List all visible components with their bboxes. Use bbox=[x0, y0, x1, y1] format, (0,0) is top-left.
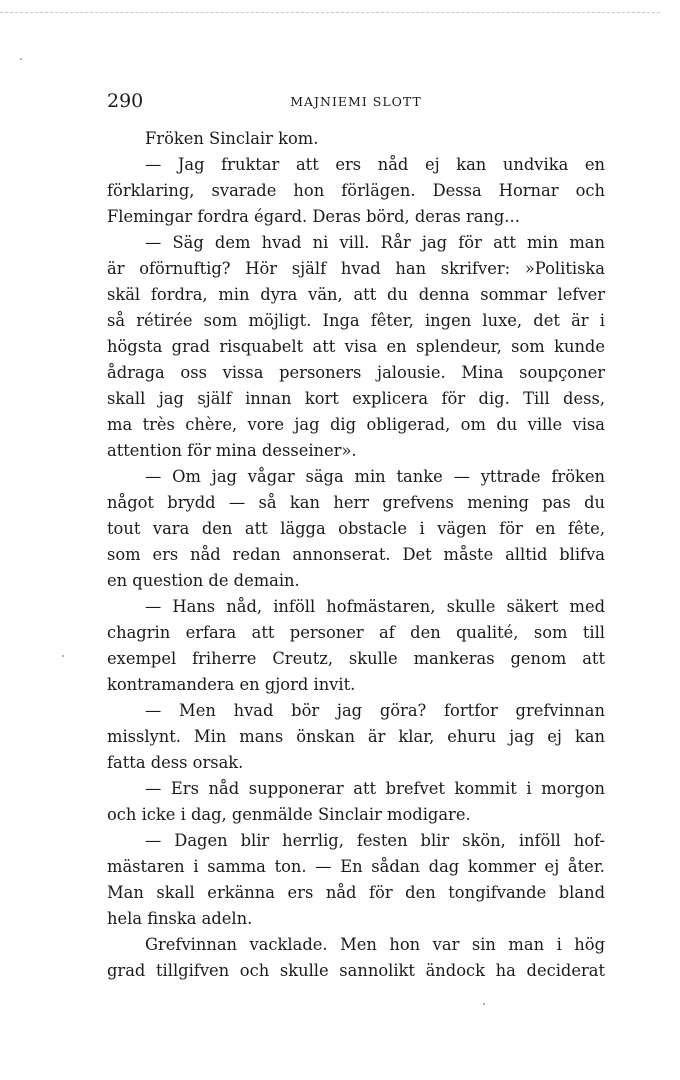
text-line: Man skall erkänna ers nåd för den tongifvande bland bbox=[107, 883, 605, 902]
running-title: MAJNIEMI SLOTT bbox=[290, 94, 422, 109]
text-line: ma très chère, vore jag dig obligerad, om du ville visa bbox=[107, 415, 605, 434]
text-line: attention för mina desseiner». bbox=[107, 441, 357, 460]
text-line: — Om jag vågar säga min tanke — yttrade fröken bbox=[145, 467, 605, 486]
page-header bbox=[107, 88, 605, 114]
text-line: tout vara den att lägga obstacle i vägen för en fête, bbox=[107, 519, 605, 538]
text-line: exempel friherre Creutz, skulle mankeras genom att bbox=[107, 649, 605, 668]
text-line: hela finska adeln. bbox=[107, 909, 253, 928]
text-line: misslynt. Min mans önskan är klar, ehuru jag ej kan bbox=[107, 727, 605, 746]
margin-speck bbox=[20, 58, 22, 60]
text-line: så rétirée som möjligt. Inga fêter, ingen luxe, det är i bbox=[107, 311, 605, 330]
text-line: — Dagen blir herrlig, festen blir skön, inföll hof- bbox=[145, 831, 605, 850]
text-line: Flemingar fordra égard. Deras börd, deras rang... bbox=[107, 207, 520, 226]
text-line: kontramandera en gjord invit. bbox=[107, 675, 356, 694]
text-line: är oförnuftig? Hör själf hvad han skrifver: »Politiska bbox=[107, 259, 605, 278]
text-line: — Ers nåd supponerar att brefvet kommit i morgon bbox=[145, 779, 605, 798]
text-line: chagrin erfara att personer af den qualité, som till bbox=[107, 623, 605, 642]
text-line: ådraga oss vissa personers jalousie. Mina soupçoner bbox=[107, 363, 605, 382]
text-line: och icke i dag, genmälde Sinclair modigare. bbox=[107, 805, 471, 824]
text-line: högsta grad risquabelt att visa en splendeur, som kunde bbox=[107, 337, 605, 356]
text-line: förklaring, svarade hon förlägen. Dessa Hornar och bbox=[107, 181, 605, 200]
top-edge-rule bbox=[0, 12, 660, 13]
text-line: fatta dess orsak. bbox=[107, 753, 244, 772]
text-line: något brydd — så kan herr grefvens mening pas du bbox=[107, 493, 605, 512]
text-line: — Säg dem hvad ni vill. Rår jag för att min man bbox=[145, 233, 605, 252]
margin-speck bbox=[62, 655, 64, 657]
text-line: — Hans nåd, inföll hofmästaren, skulle säkert med bbox=[145, 597, 605, 616]
text-line: grad tillgifven och skulle sannolikt ändock ha deciderat bbox=[107, 961, 605, 980]
text-line: — Men hvad bör jag göra? fortfor grefvinnan bbox=[145, 701, 605, 720]
text-line: skäl fordra, min dyra vän, att du denna sommar lefver bbox=[107, 285, 605, 304]
text-line: Grefvinnan vacklade. Men hon var sin man i hög bbox=[145, 935, 605, 954]
text-line: Fröken Sinclair kom. bbox=[145, 129, 319, 148]
page-number: 290 bbox=[107, 90, 144, 112]
text-line: mästaren i samma ton. — En sådan dag kommer ej åter. bbox=[107, 857, 605, 876]
text-line: en question de demain. bbox=[107, 571, 300, 590]
text-line: som ers nåd redan annonserat. Det måste alltid blifva bbox=[107, 545, 605, 564]
body-text bbox=[107, 126, 605, 984]
text-line: — Jag fruktar att ers nåd ej kan undvika en bbox=[145, 155, 605, 174]
text-line: skall jag själf innan kort explicera för dig. Till dess, bbox=[107, 389, 605, 408]
margin-speck bbox=[483, 1003, 485, 1005]
